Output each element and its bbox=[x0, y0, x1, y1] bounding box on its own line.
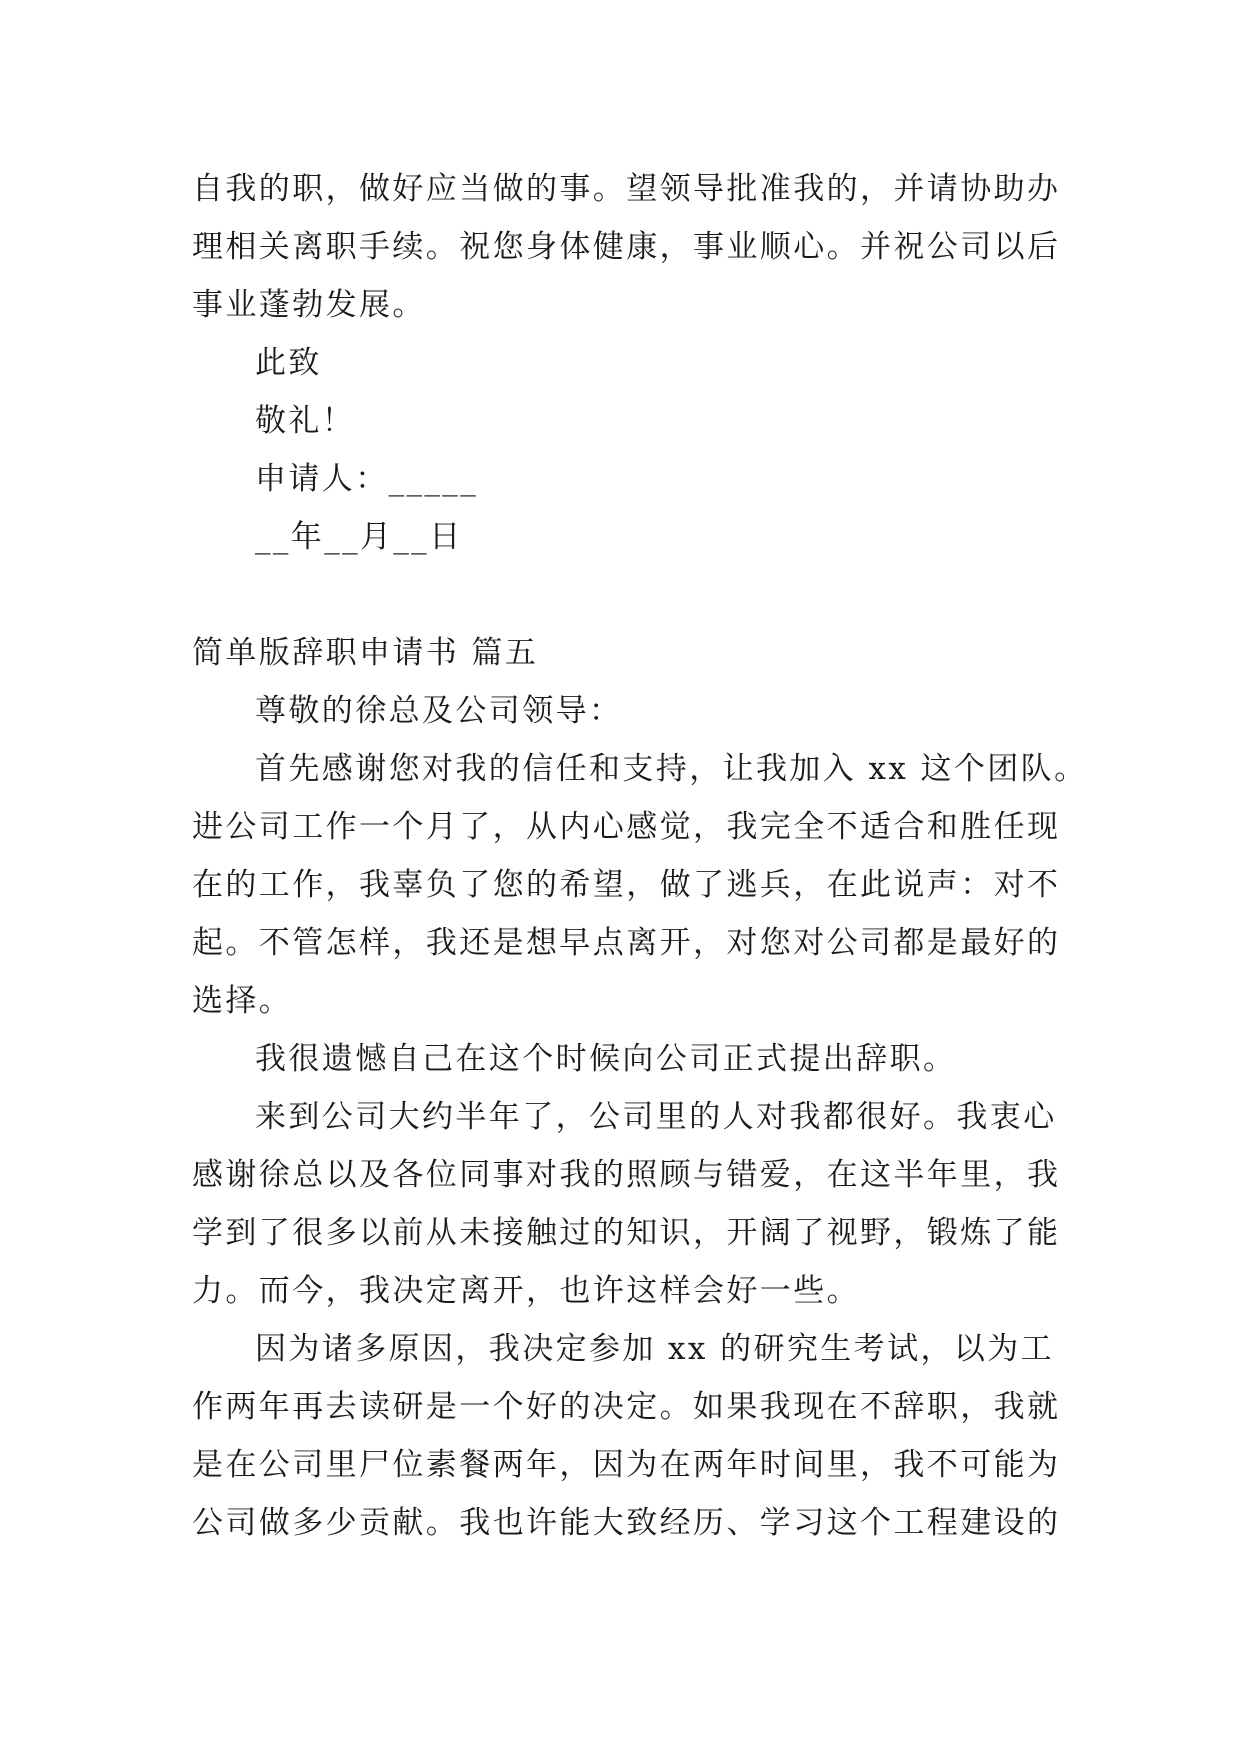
paragraph-line: 来到公司大约半年了，公司里的人对我都很好。我衷心 bbox=[255, 1099, 1057, 1135]
section-title: 简单版辞职申请书 篇五 bbox=[192, 635, 539, 671]
paragraph-line: 作两年再去读研是一个好的决定。如果我现在不辞职，我就 bbox=[192, 1389, 1061, 1425]
paragraph-line: 力。而今，我决定离开，也许这样会好一些。 bbox=[192, 1273, 860, 1309]
paragraph-line: 在的工作，我辜负了您的希望，做了逃兵，在此说声：对不 bbox=[192, 867, 1061, 903]
paragraph-line: 感谢徐总以及各位同事对我的照顾与错爱，在这半年里，我 bbox=[192, 1157, 1061, 1193]
paragraph-line: 公司做多少贡献。我也许能大致经历、学习这个工程建设的 bbox=[192, 1505, 1061, 1541]
greeting-line: 尊敬的徐总及公司领导： bbox=[255, 693, 623, 729]
paragraph-line: 进公司工作一个月了，从内心感觉，我完全不适合和胜任现 bbox=[192, 809, 1061, 845]
paragraph-line: 起。不管怎样，我还是想早点离开，对您对公司都是最好的 bbox=[192, 925, 1061, 961]
paragraph-line: 是在公司里尸位素餐两年，因为在两年时间里，我不可能为 bbox=[192, 1447, 1061, 1483]
applicant-signature-line: 申请人：_____ bbox=[255, 461, 479, 497]
salutation-line: 此致 bbox=[255, 345, 322, 381]
paragraph-line: 因为诸多原因，我决定参加 xx 的研究生考试，以为工 bbox=[255, 1331, 1055, 1367]
salutation-line: 敬礼！ bbox=[255, 403, 356, 439]
paragraph-line: 理相关离职手续。祝您身体健康，事业顺心。并祝公司以后 bbox=[192, 229, 1061, 265]
document-body bbox=[192, 160, 1088, 1552]
date-line: __年__月__日 bbox=[255, 519, 463, 555]
section-spacer bbox=[192, 566, 1072, 624]
paragraph-line: 我很遗憾自己在这个时候向公司正式提出辞职。 bbox=[255, 1041, 957, 1077]
paragraph-line: 自我的职，做好应当做的事。望领导批准我的，并请协助办 bbox=[192, 171, 1061, 207]
paragraph-line: 首先感谢您对我的信任和支持，让我加入 xx 这个团队。 bbox=[255, 751, 1088, 787]
paragraph-line: 事业蓬勃发展。 bbox=[192, 287, 426, 323]
paragraph-line: 选择。 bbox=[192, 983, 293, 1019]
paragraph-line: 学到了很多以前从未接触过的知识，开阔了视野，锻炼了能 bbox=[192, 1215, 1061, 1251]
